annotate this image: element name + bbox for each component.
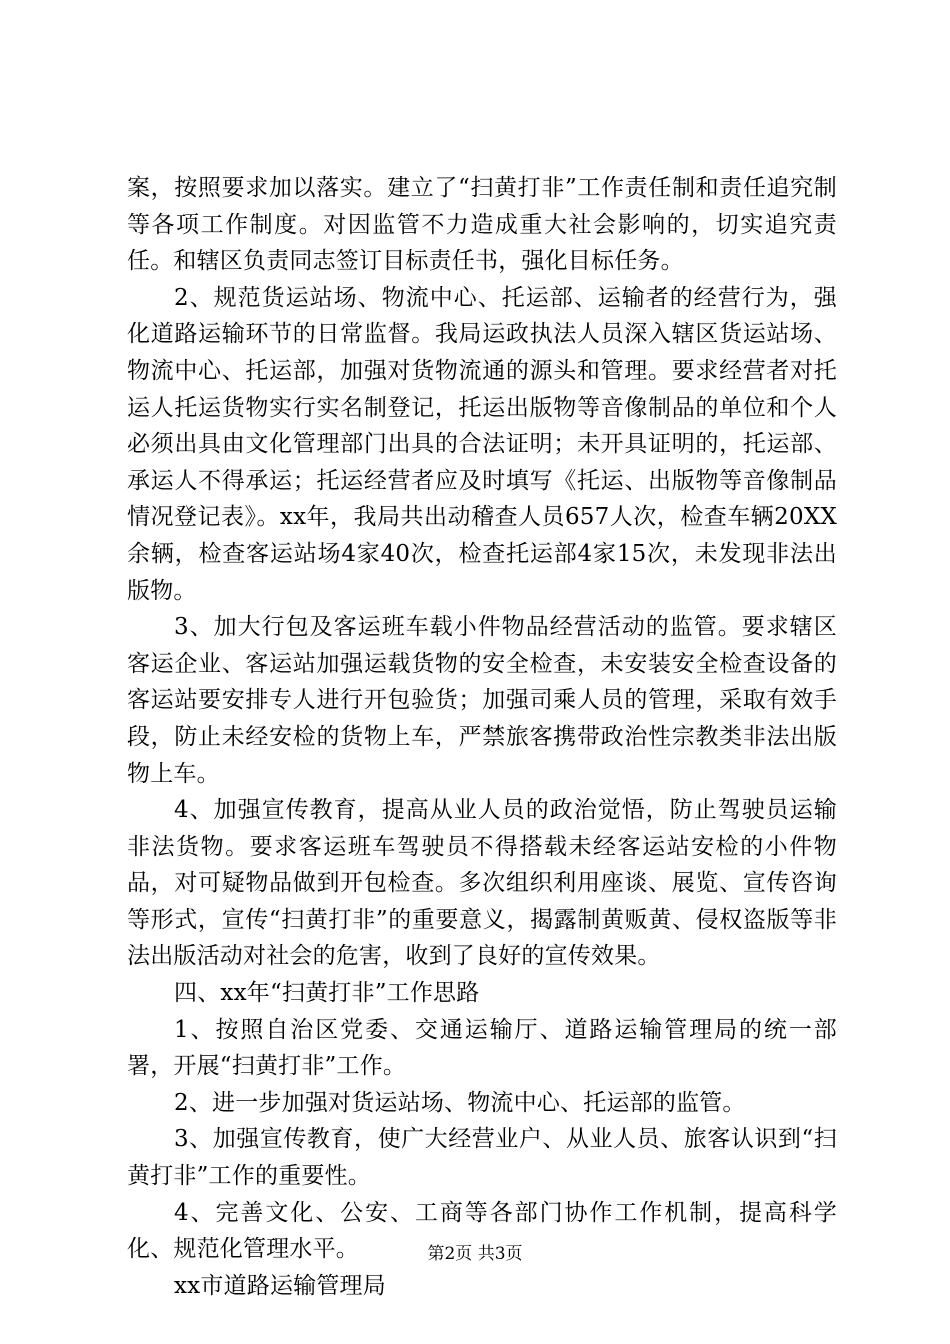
paragraph-item-3: 3、加大行包及客运班车载小件物品经营活动的监管。要求辖区客运企业、客运站加强运载货物的安全检查，未安装安全检查设备的客运站要安排专人进行开包验货；加强司乘人员的管理，采取有效手段，防止未经安检的货物上车，严禁旅客携带政治性宗教类非法出版物上车。 <box>127 614 837 787</box>
signature-organization: xx市道路运输管理局 <box>174 1272 386 1299</box>
section-heading: 四、xx年“扫黄打非”工作思路 <box>174 980 480 1007</box>
plan-item-4: 4、完善文化、公安、工商等各部门协作工作机制，提高科学化、规范化管理水平。 <box>127 1199 837 1263</box>
paragraph-continuation: 案，按照要求加以落实。建立了“扫黄打非”工作责任制和责任追究制等各项工作制度。对因监管不力造成重大社会影响的，切实追究责任。和辖区负责同志签订目标责任书，强化目标任务。 <box>127 175 837 275</box>
paragraph-item-4: 4、加强宣传教育，提高从业人员的政治觉悟，防止驾驶员运输非法货物。要求客运班车驾驶员不得搭载未经客运站安检的小件物品，对可疑物品做到开包检查。多次组织利用座谈、展览、宣传咨询等形式，宣传“扫黄打非”的重要意义，揭露制黄贩黄、侵权盗版等非法出版活动对社会的危害，收到了良好的宣传效果。 <box>127 797 837 970</box>
plan-item-1: 1、按照自治区党委、交通运输厅、道路运输管理局的统一部署，开展“扫黄打非”工作。 <box>127 1016 837 1080</box>
document-body <box>127 170 837 1304</box>
paragraph-item-2: 2、规范货运站场、物流中心、托运部、运输者的经营行为，强化道路运输环节的日常监督。我局运政执法人员深入辖区货运站场、物流中心、托运部，加强对货物流通的源头和管理。要求经营者对托运人托运货物实行实名制登记，托运出版物等音像制品的单位和个人必须出具由文化管理部门出具的合法证明；未开具证明的，托运部、承运人不得承运；托运经营者应及时填写《托运、出版物等音像制品情况登记表》。xx年，我局共出动稽查人员657人次，检查车辆20XX余辆，检查客运站场4家40次，检查托运部4家15次，未发现非法出版物。 <box>127 284 837 604</box>
plan-item-2: 2、进一步加强对货运站场、物流中心、托运部的监管。 <box>174 1089 746 1116</box>
plan-item-3: 3、加强宣传教育，使广大经营业户、从业人员、旅客认识到“扫黄打非”工作的重要性。 <box>127 1126 837 1190</box>
page-number-footer: 第2页 共3页 <box>427 1244 523 1264</box>
